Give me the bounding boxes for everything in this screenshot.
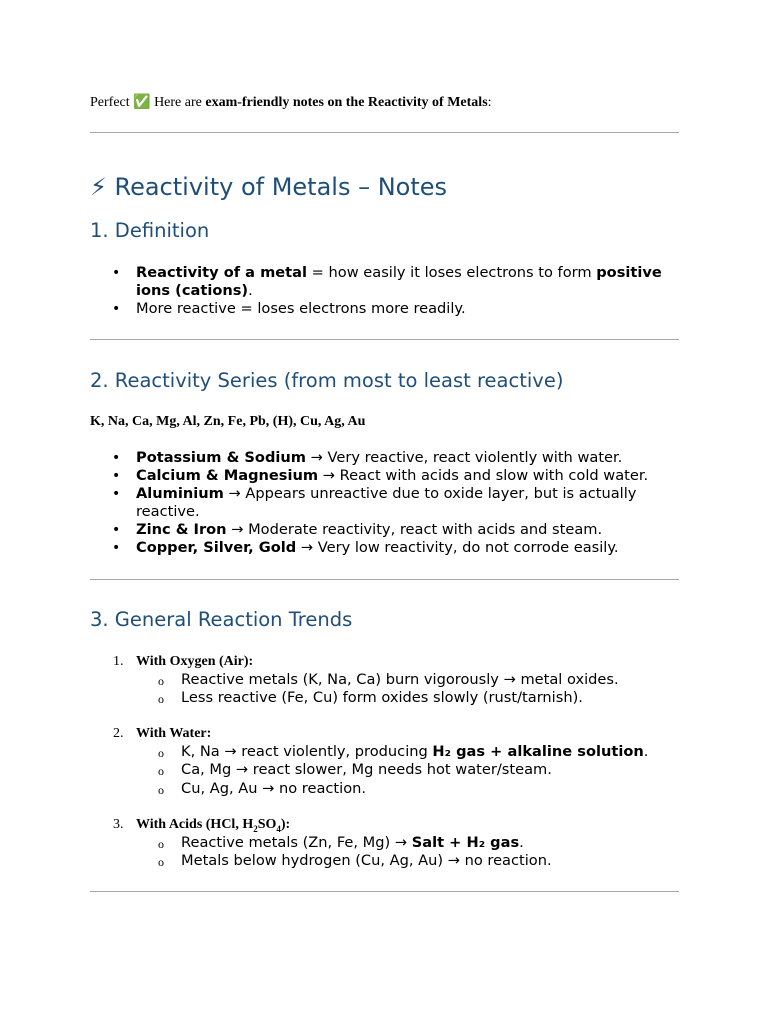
- term: Salt + H₂ gas: [411, 834, 520, 851]
- section-heading-series: 2. Reactivity Series (from most to least reactive): [90, 369, 564, 392]
- term: positive ions (cations): [136, 264, 662, 299]
- list-item: [90, 485, 679, 521]
- bullet-icon: •: [112, 301, 121, 317]
- description: K, Na → react violently, producing: [181, 743, 433, 760]
- bullet-icon: •: [112, 540, 121, 556]
- heading-part: SO: [257, 817, 277, 832]
- circle-bullet-icon: o: [158, 692, 164, 707]
- bullet-icon: •: [112, 468, 121, 484]
- list-item: [90, 449, 679, 467]
- term: Reactivity of a metal: [136, 264, 308, 281]
- item-heading: With Water:: [136, 726, 212, 741]
- term: Copper, Silver, Gold: [136, 539, 297, 556]
- divider: [90, 891, 679, 892]
- term: H₂ gas + alkaline solution: [432, 743, 644, 760]
- bullet-icon: •: [112, 265, 121, 281]
- description: → Very low reactivity, do not corrode easily.: [296, 539, 619, 556]
- subscript: 4: [276, 823, 281, 834]
- sub-list-item: [90, 852, 679, 870]
- circle-bullet-icon: o: [158, 746, 164, 760]
- item-heading: [136, 817, 290, 834]
- intro-suffix: :: [487, 95, 492, 110]
- list-item: [90, 264, 679, 300]
- section-heading-definition: 1. Definition: [90, 219, 210, 242]
- punctuation: .: [643, 743, 649, 760]
- description: → Moderate reactivity, react with acids and steam.: [226, 521, 603, 538]
- intro-prefix: Perfect ✅ Here are: [90, 95, 206, 110]
- term: Potassium & Sodium: [136, 449, 306, 466]
- circle-bullet-icon: o: [158, 674, 164, 688]
- circle-bullet-icon: o: [158, 782, 164, 797]
- term: Zinc & Iron: [136, 521, 227, 538]
- list-item: [90, 539, 679, 557]
- description: → Appears unreactive due to oxide layer, but is actually reactive.: [136, 485, 637, 520]
- heading-part: ):: [280, 817, 291, 832]
- bullet-icon: •: [112, 522, 121, 538]
- list-item: [90, 521, 679, 539]
- sub-list-item: [90, 761, 679, 779]
- description: = how easily it loses electrons to form: [307, 264, 597, 281]
- sub-list: [90, 743, 679, 798]
- sub-list-item: [90, 671, 679, 689]
- sub-list: [90, 671, 679, 708]
- list-item: [90, 467, 679, 485]
- definition-list: [90, 264, 679, 318]
- item-number: 1.: [113, 654, 124, 669]
- sub-list-item: [90, 834, 679, 852]
- description: Metals below hydrogen (Cu, Ag, Au) → no reaction.: [181, 852, 552, 870]
- item-number: 3.: [113, 817, 124, 832]
- sub-list: [90, 834, 679, 871]
- sub-list-item: [90, 689, 679, 707]
- section-heading-trends: 3. General Reaction Trends: [90, 608, 353, 631]
- divider: [90, 579, 679, 580]
- intro-bold: exam-friendly notes on the Reactivity of Metals: [205, 95, 488, 110]
- description: Ca, Mg → react slower, Mg needs hot water/steam.: [181, 761, 552, 779]
- item-number: 2.: [113, 726, 124, 741]
- punctuation: .: [519, 834, 524, 851]
- divider: [90, 132, 679, 133]
- bullet-icon: •: [112, 486, 121, 502]
- description: Less reactive (Fe, Cu) form oxides slowly (rust/tarnish).: [181, 689, 583, 707]
- punctuation: .: [248, 282, 253, 299]
- circle-bullet-icon: o: [158, 837, 164, 851]
- list-item: [90, 300, 679, 318]
- intro-line: [90, 94, 492, 111]
- circle-bullet-icon: o: [158, 764, 164, 779]
- heading-part: With Acids (HCl, H: [136, 817, 254, 832]
- sub-list-item: [90, 743, 679, 761]
- bullet-icon: •: [112, 450, 121, 466]
- term: Calcium & Magnesium: [136, 467, 319, 484]
- description: Reactive metals (K, Na, Ca) burn vigorously → metal oxides.: [181, 671, 619, 688]
- description: Cu, Ag, Au → no reaction.: [181, 779, 367, 797]
- term: Aluminium: [136, 485, 224, 502]
- description: Reactive metals (Zn, Fe, Mg) →: [181, 834, 412, 851]
- item-heading: With Oxygen (Air):: [136, 654, 254, 669]
- reactivity-order: K, Na, Ca, Mg, Al, Zn, Fe, Pb, (H), Cu, Ag, Au: [90, 414, 366, 429]
- divider: [90, 339, 679, 340]
- description: → React with acids and slow with cold water.: [318, 467, 649, 484]
- description: → Very reactive, react violently with water.: [306, 449, 623, 466]
- series-list: [90, 449, 679, 557]
- circle-bullet-icon: o: [158, 855, 164, 870]
- description: More reactive = loses electrons more readily.: [136, 300, 466, 317]
- subscript: 2: [253, 823, 258, 834]
- sub-list-item: [90, 780, 679, 798]
- page-title: ⚡ Reactivity of Metals – Notes: [90, 173, 448, 201]
